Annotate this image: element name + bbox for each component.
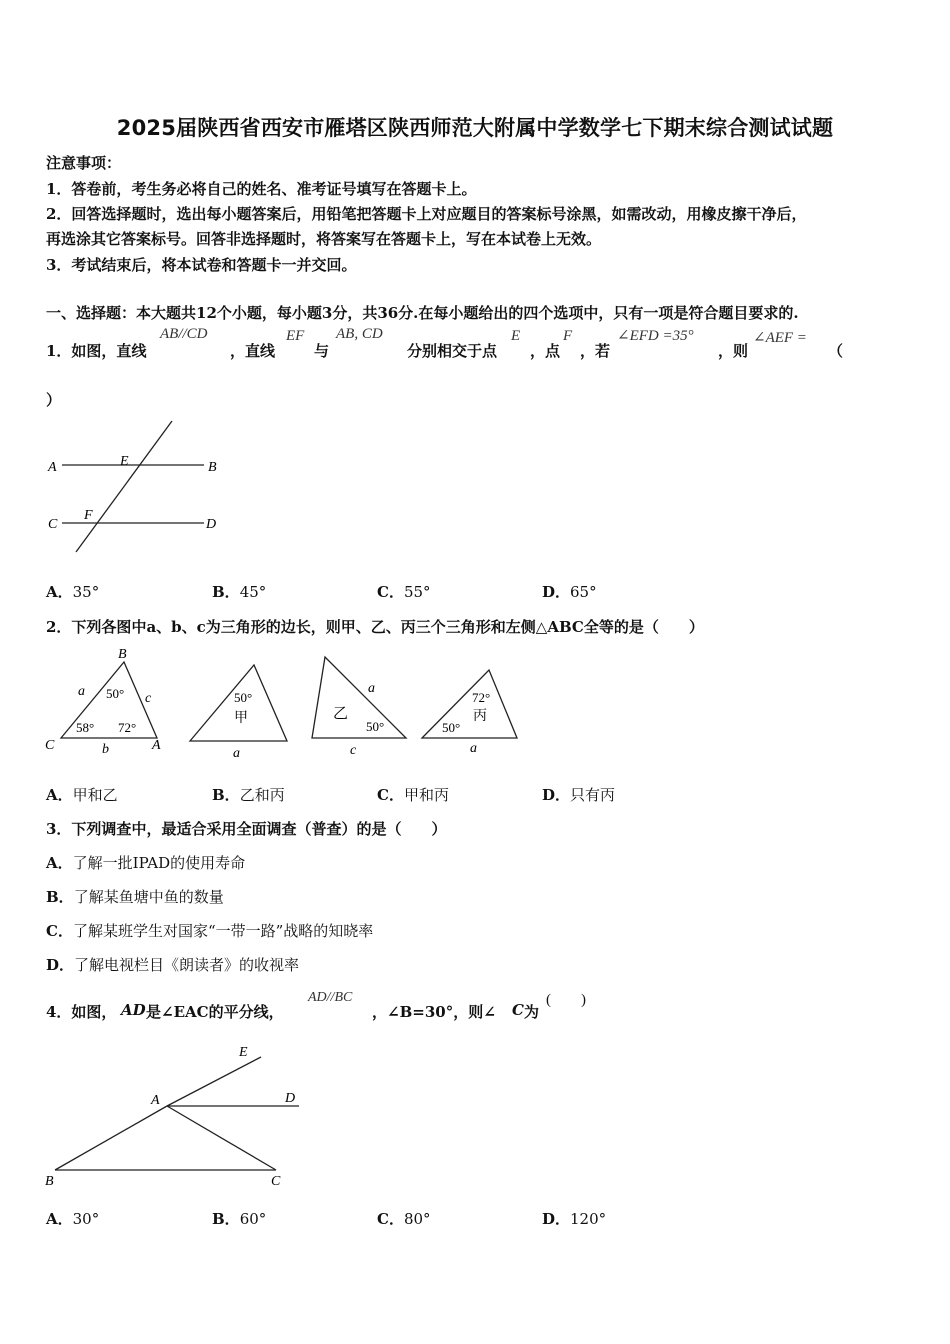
label-c: C — [48, 517, 58, 532]
q4-option-d[interactable]: D．120° — [542, 1210, 607, 1228]
q1-text-6: ，若 — [580, 342, 611, 360]
q1-option-c[interactable]: C．55° — [377, 583, 431, 601]
notice-item-2b: 再选涂其它答案标号。回答非选择题时，将答案写在答题卡上，写在本试卷上无效。 — [46, 230, 602, 248]
jia-name: 甲 — [234, 711, 248, 726]
question-2-stem: 2．下列各图中a、b、c为三角形的边长，则甲、乙、丙三个三角形和左侧△ABC全等的是（ ） — [46, 618, 704, 636]
label-d: D — [285, 1091, 296, 1106]
q2-figure — [40, 640, 530, 765]
q4-text-3: ，∠B=30°，则∠ — [372, 1003, 496, 1021]
yi-side-c: c — [350, 743, 357, 758]
line-ef — [76, 421, 172, 552]
label-c: C — [45, 738, 55, 753]
q4-text-ad: AD — [121, 1001, 146, 1019]
angle-a: 72° — [118, 720, 137, 735]
yi-side-a: a — [368, 681, 375, 696]
notice-heading: 注意事项： — [46, 154, 122, 172]
q1-text-2: ，直线 — [230, 342, 276, 360]
yi-name: 乙 — [333, 706, 349, 722]
side-b: b — [102, 742, 109, 757]
q4-figure — [40, 1038, 310, 1193]
q1-text-9: ） — [46, 391, 62, 409]
q4-math-1: AD//BC — [308, 990, 353, 1005]
q1-math-3: AB, CD — [336, 326, 383, 342]
bing-name: 丙 — [473, 709, 487, 724]
q1-option-a[interactable]: A．35° — [46, 583, 100, 601]
q1-text-3: 与 — [314, 342, 330, 360]
label-a: A — [151, 1093, 160, 1108]
q3-option-a[interactable]: A．了解一批IPAD的使用寿命 — [46, 854, 246, 872]
q1-text-1: 1．如图，直线 — [46, 342, 147, 360]
q2-option-d[interactable]: D．只有丙 — [542, 786, 616, 804]
q2-option-b[interactable]: B．乙和丙 — [212, 786, 285, 804]
q2-option-c[interactable]: C．甲和丙 — [377, 786, 449, 804]
triangle-bing — [422, 670, 517, 738]
q4-text-2: 是∠EAC的平分线， — [146, 1003, 284, 1021]
q4-math-2: ( ) — [546, 992, 586, 1008]
q1-math-1: AB//CD — [160, 326, 208, 342]
bing-side: a — [470, 741, 477, 756]
label-a: A — [152, 738, 161, 753]
label-a: A — [48, 460, 57, 475]
q4-option-b[interactable]: B．60° — [212, 1210, 267, 1228]
document-title: 2025届陕西省西安市雁塔区陕西师范大附属中学数学七下期末综合测试试题 — [116, 116, 834, 140]
notice-item-2a: 2．回答选择题时，选出每小题答案后，用铅笔把答题卡上对应题目的答案标号涂黑，如需改动，用橡皮擦干净后， — [46, 205, 807, 223]
q4-text-1: 4．如图， — [46, 1003, 117, 1021]
q3-option-b[interactable]: B．了解某鱼塘中鱼的数量 — [46, 888, 224, 906]
triangle-yi — [312, 657, 406, 738]
q4-option-a[interactable]: A．30° — [46, 1210, 100, 1228]
q3-option-d[interactable]: D．了解电视栏目《朗读者》的收视率 — [46, 956, 300, 974]
bing-angle-top: 72° — [472, 690, 491, 705]
q3-option-c[interactable]: C．了解某班学生对国家“一带一路”战略的知晓率 — [46, 922, 374, 940]
angle-c: 58° — [76, 720, 95, 735]
ray-ae — [167, 1057, 261, 1106]
q1-math-4: E — [511, 328, 521, 344]
q2-option-a[interactable]: A．甲和乙 — [46, 786, 118, 804]
section-1-heading: 一、选择题：本大题共12个小题，每小题3分，共36分.在每小题给出的四个选项中，只有一项是符合题目要求的. — [46, 304, 799, 322]
label-b: B — [45, 1174, 54, 1189]
bing-angle-left: 50° — [442, 720, 461, 735]
q1-math-7: ∠AEF = — [753, 330, 807, 346]
segment-ab — [55, 1106, 167, 1170]
label-b: B — [118, 647, 127, 662]
side-a: a — [78, 684, 85, 699]
q1-text-4: 分别相交于点 — [407, 342, 498, 360]
label-d: D — [206, 517, 217, 532]
question-3-stem: 3．下列调查中，最适合采用全面调查（普查）的是（ ） — [46, 820, 447, 838]
label-b: B — [208, 460, 217, 475]
yi-angle: 50° — [366, 719, 385, 734]
q1-text-5: ，点 — [530, 342, 561, 360]
q1-math-2: EF — [286, 328, 305, 344]
notice-item-1: 1．答卷前，考生务必将自己的姓名、准考证号填写在答题卡上。 — [46, 180, 477, 198]
side-c: c — [145, 691, 152, 706]
segment-ac — [167, 1106, 276, 1170]
q1-text-8: （ — [828, 342, 844, 360]
q1-option-d[interactable]: D．65° — [542, 583, 597, 601]
label-c: C — [271, 1174, 281, 1189]
q1-math-5: F — [563, 328, 573, 344]
jia-angle: 50° — [234, 690, 253, 705]
label-e: E — [239, 1045, 248, 1060]
jia-side: a — [233, 746, 240, 761]
q4-text-c: C — [512, 1001, 524, 1019]
q4-option-c[interactable]: C．80° — [377, 1210, 431, 1228]
label-e: E — [120, 454, 129, 469]
q1-math-6: ∠EFD =35° — [617, 328, 694, 344]
label-f: F — [84, 508, 93, 523]
q1-figure — [44, 415, 234, 560]
q1-text-7: ，则 — [718, 342, 749, 360]
angle-b: 50° — [106, 686, 125, 701]
q1-option-b[interactable]: B．45° — [212, 583, 267, 601]
notice-item-3: 3．考试结束后，将本试卷和答题卡一并交回。 — [46, 256, 357, 274]
q4-text-4: 为 — [524, 1003, 540, 1021]
